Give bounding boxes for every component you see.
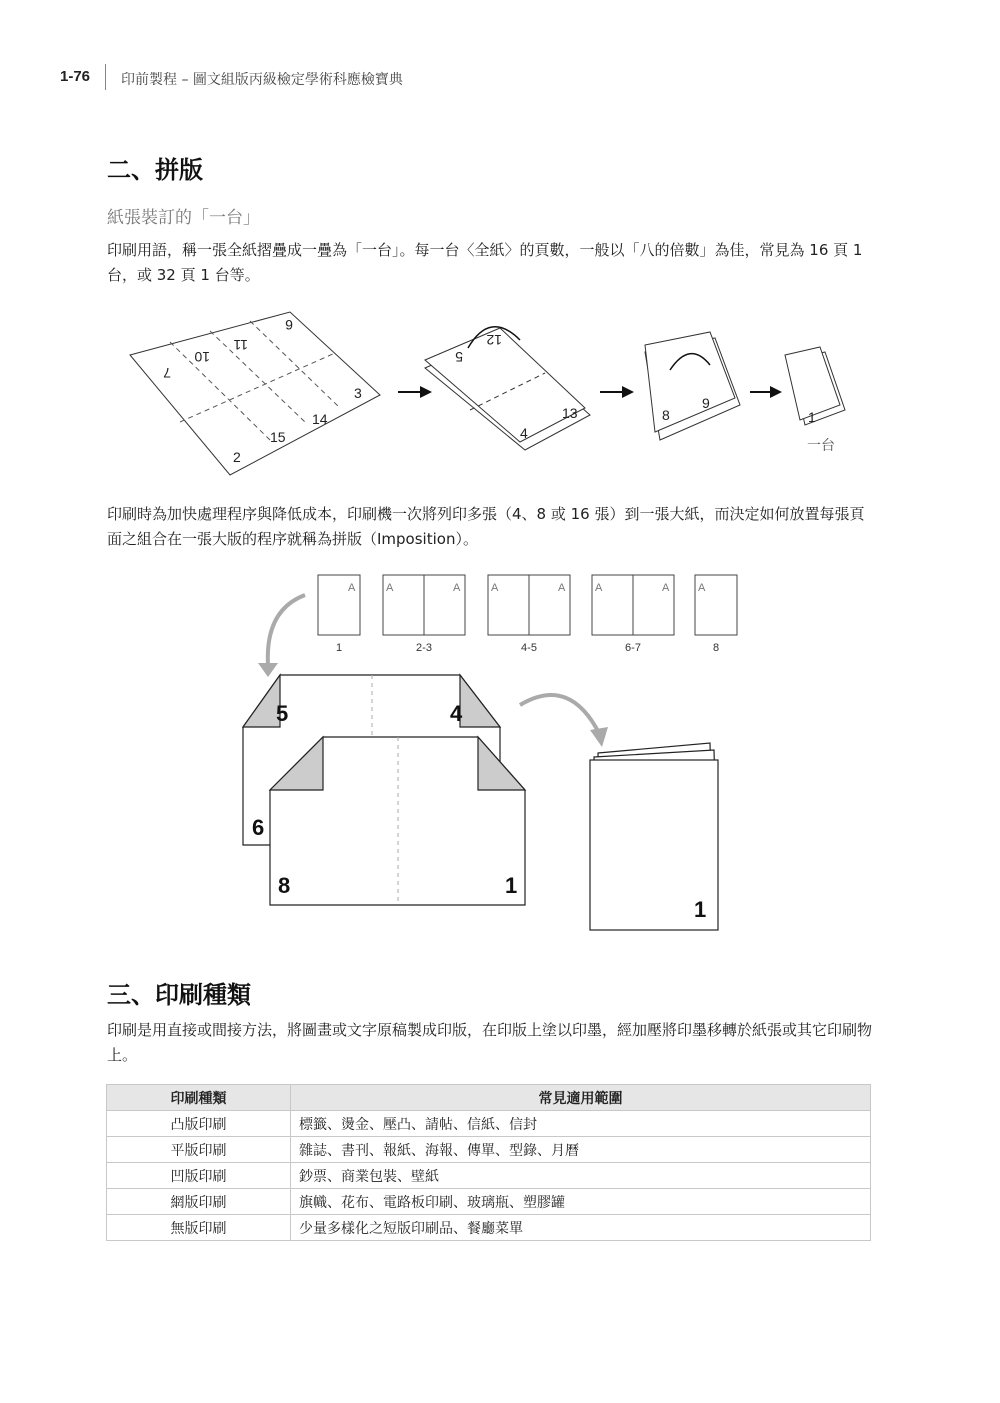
page-letter: A bbox=[386, 582, 394, 594]
page-number: 1-76 bbox=[60, 68, 91, 85]
cell-type: 凸版印刷 bbox=[107, 1111, 291, 1137]
table-row bbox=[107, 1137, 871, 1163]
column-header: 常見適用範圍 bbox=[291, 1085, 871, 1111]
page-label: 1 bbox=[808, 409, 816, 425]
cell-usage: 旗幟、花布、電路板印刷、玻璃瓶、塑膠罐 bbox=[291, 1189, 871, 1215]
paragraph-signature: 印刷用語，稱一張全紙摺疊成一疊為「一台」。每一台〈全紙〉的頁數，一般以「八的倍數」為佳，常見為 16 頁 1 台，或 32 頁 1 台等。 bbox=[107, 241, 863, 284]
imposition-figure bbox=[0, 565, 1000, 940]
cell-usage: 鈔票、商業包裝、壁紙 bbox=[291, 1163, 871, 1189]
folded-sheet-2 bbox=[645, 332, 735, 432]
section-title-printing-types: 三、印刷種類 bbox=[107, 981, 251, 1009]
curved-arrow bbox=[268, 595, 305, 665]
printing-types-table bbox=[106, 1084, 871, 1241]
column-header: 印刷種類 bbox=[107, 1085, 291, 1111]
page-label: 13 bbox=[562, 405, 578, 421]
page-label: 1 bbox=[694, 897, 707, 922]
spread-label: 1 bbox=[335, 642, 343, 654]
cell-type: 無版印刷 bbox=[107, 1215, 291, 1241]
figure-caption: 一台 bbox=[807, 437, 835, 453]
section-title-imposition: 二、拼版 bbox=[107, 156, 203, 184]
table-row bbox=[107, 1215, 871, 1241]
spread-label: 2-3 bbox=[416, 642, 432, 654]
page-letter: A bbox=[453, 582, 461, 594]
folding-figure bbox=[0, 300, 1000, 480]
page-label: 7 bbox=[163, 365, 171, 381]
page-label: 2 bbox=[233, 449, 241, 465]
page-letter: A bbox=[698, 582, 706, 594]
flat-sheet bbox=[130, 312, 380, 475]
page-label: 1 bbox=[505, 873, 518, 898]
cell-usage: 標籤、燙金、壓凸、請帖、信紙、信封 bbox=[291, 1111, 871, 1137]
table-row bbox=[107, 1163, 871, 1189]
arrow-right-icon bbox=[770, 386, 782, 398]
page-label: 5 bbox=[455, 349, 463, 365]
paragraph-imposition: 印刷時為加快處理程序與降低成本，印刷機一次將列印多張（4、8 或 16 張）到一張大紙，而決定如何放置每張頁面之組合在一張大版的程序就稱為拼版（Imposition）。 bbox=[107, 505, 865, 548]
paragraph-printing: 印刷是用直接或間接方法，將圖畫或文字原稿製成印版，在印版上塗以印墨，經加壓將印墨移轉於紙張或其它印刷物上。 bbox=[107, 1021, 873, 1064]
page-label: 6 bbox=[252, 815, 265, 840]
page-letter: A bbox=[662, 582, 670, 594]
page-label: 9 bbox=[702, 395, 710, 411]
page-label: 4 bbox=[450, 701, 463, 726]
page-letter: A bbox=[558, 582, 566, 594]
cell-usage: 少量多樣化之短版印刷品、餐廳菜單 bbox=[291, 1215, 871, 1241]
page-letter: A bbox=[491, 582, 499, 594]
page-label: 11 bbox=[233, 337, 248, 353]
arrow-right-icon bbox=[420, 386, 432, 398]
page-label: 8 bbox=[662, 407, 670, 423]
page-label: 10 bbox=[194, 349, 210, 365]
cell-usage: 雜誌、書刊、報紙、海報、傳單、型錄、月曆 bbox=[291, 1137, 871, 1163]
arrow-right-icon bbox=[622, 386, 634, 398]
page-letter: A bbox=[595, 582, 603, 594]
spread-label: 8 bbox=[712, 642, 720, 654]
spread-label: 4-5 bbox=[521, 642, 537, 654]
page-label: 8 bbox=[278, 873, 291, 898]
page-label: 12 bbox=[486, 332, 502, 348]
table-row bbox=[107, 1189, 871, 1215]
page-letter: A bbox=[348, 582, 356, 594]
table-header-row bbox=[107, 1085, 871, 1111]
page-label: 14 bbox=[312, 411, 328, 427]
cell-type: 網版印刷 bbox=[107, 1189, 291, 1215]
cell-type: 凹版印刷 bbox=[107, 1163, 291, 1189]
spread-label: 6-7 bbox=[625, 642, 641, 654]
subsection-title: 紙張裝訂的「一台」 bbox=[107, 208, 260, 228]
page-label: 15 bbox=[270, 429, 286, 445]
page-label: 6 bbox=[285, 317, 293, 333]
cell-type: 平版印刷 bbox=[107, 1137, 291, 1163]
page-label: 5 bbox=[276, 701, 289, 726]
table-row bbox=[107, 1111, 871, 1137]
header-divider bbox=[105, 64, 106, 90]
running-title: 印前製程 – 圖文組版丙級檢定學術科應檢寶典 bbox=[121, 72, 403, 88]
page-label: 3 bbox=[354, 385, 362, 401]
page-label: 4 bbox=[520, 425, 528, 441]
curved-arrow bbox=[520, 695, 600, 735]
